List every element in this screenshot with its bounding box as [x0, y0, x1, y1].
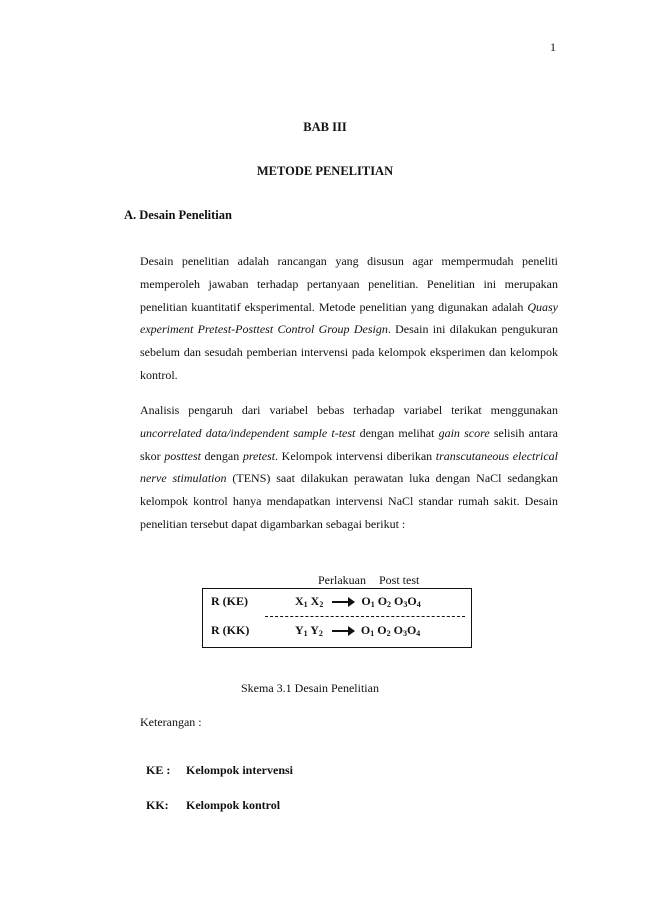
row-label: R (KE) [211, 594, 248, 608]
diagram-header [318, 573, 429, 588]
legend-item-kk [146, 798, 280, 813]
section-heading: A. Desain Penelitian [124, 208, 232, 222]
keterangan-label: Keterangan : [140, 715, 202, 729]
dashed-divider [265, 616, 465, 617]
diagram-caption: Skema 3.1 Desain Penelitian [241, 681, 379, 695]
paragraph-2: Analisis pengaruh dari variabel bebas terhadap variabel terikat menggunakan uncorrelated data/independent sample t-test dengan melihat gain score selisih antara skor posttest dengan pretest. Kelompok intervensi diberikan transcutaneous electrical nerve stimulation (TENS) saat dilakukan perawatan luka dengan NaCl sedangkan kelompok kontrol hanya mendapatkan intervensi NaCl standar rumah sakit. Desain penelitian tersebut dapat digambarkan sebagai berikut : [140, 403, 559, 531]
row-sequence: $Y_1$ $Y_2$ $O_1$ $O_2$ $O_3O_4$ [295, 623, 421, 638]
legend-abbr: KE : [146, 763, 171, 777]
legend-abbr: KK: [146, 798, 169, 812]
header-posttest: Post test [378, 573, 420, 587]
page-number: 1 [550, 40, 556, 54]
paragraph-1: Desain penelitian adalah rancangan yang disusun agar mempermudah peneliti memperoleh jawaban terhadap pertanyaan penelitian. Penelitian ini merupakan penelitian kuantitatif eksperimental. Metode penelitian yang digunakan adalah Quasy experiment Pretest-Posttest Control Group Design. Desain ini dilakukan pengukuran sebelum dan sesudah pemberian intervensi pada kelompok eksperimen dan kelompok kontrol. [140, 254, 558, 382]
chapter-label: BAB III [303, 120, 347, 134]
legend-item-ke [146, 763, 293, 778]
legend-desc: Kelompok intervensi [186, 763, 293, 777]
row-sequence: $X_1$ $X_2$ $O_1$ $O_2$ $O_3O_4$ [295, 594, 421, 609]
diagram-row-kk [211, 623, 465, 641]
arrow-icon [332, 630, 354, 632]
header-treatment: Perlakuan [318, 573, 366, 587]
row-label: R (KK) [211, 623, 250, 637]
chapter-title: METODE PENELITIAN [256, 164, 394, 178]
legend-desc: Kelompok kontrol [186, 798, 281, 812]
arrow-icon [332, 601, 354, 603]
design-diagram [202, 588, 472, 648]
diagram-row-ke [211, 594, 465, 612]
